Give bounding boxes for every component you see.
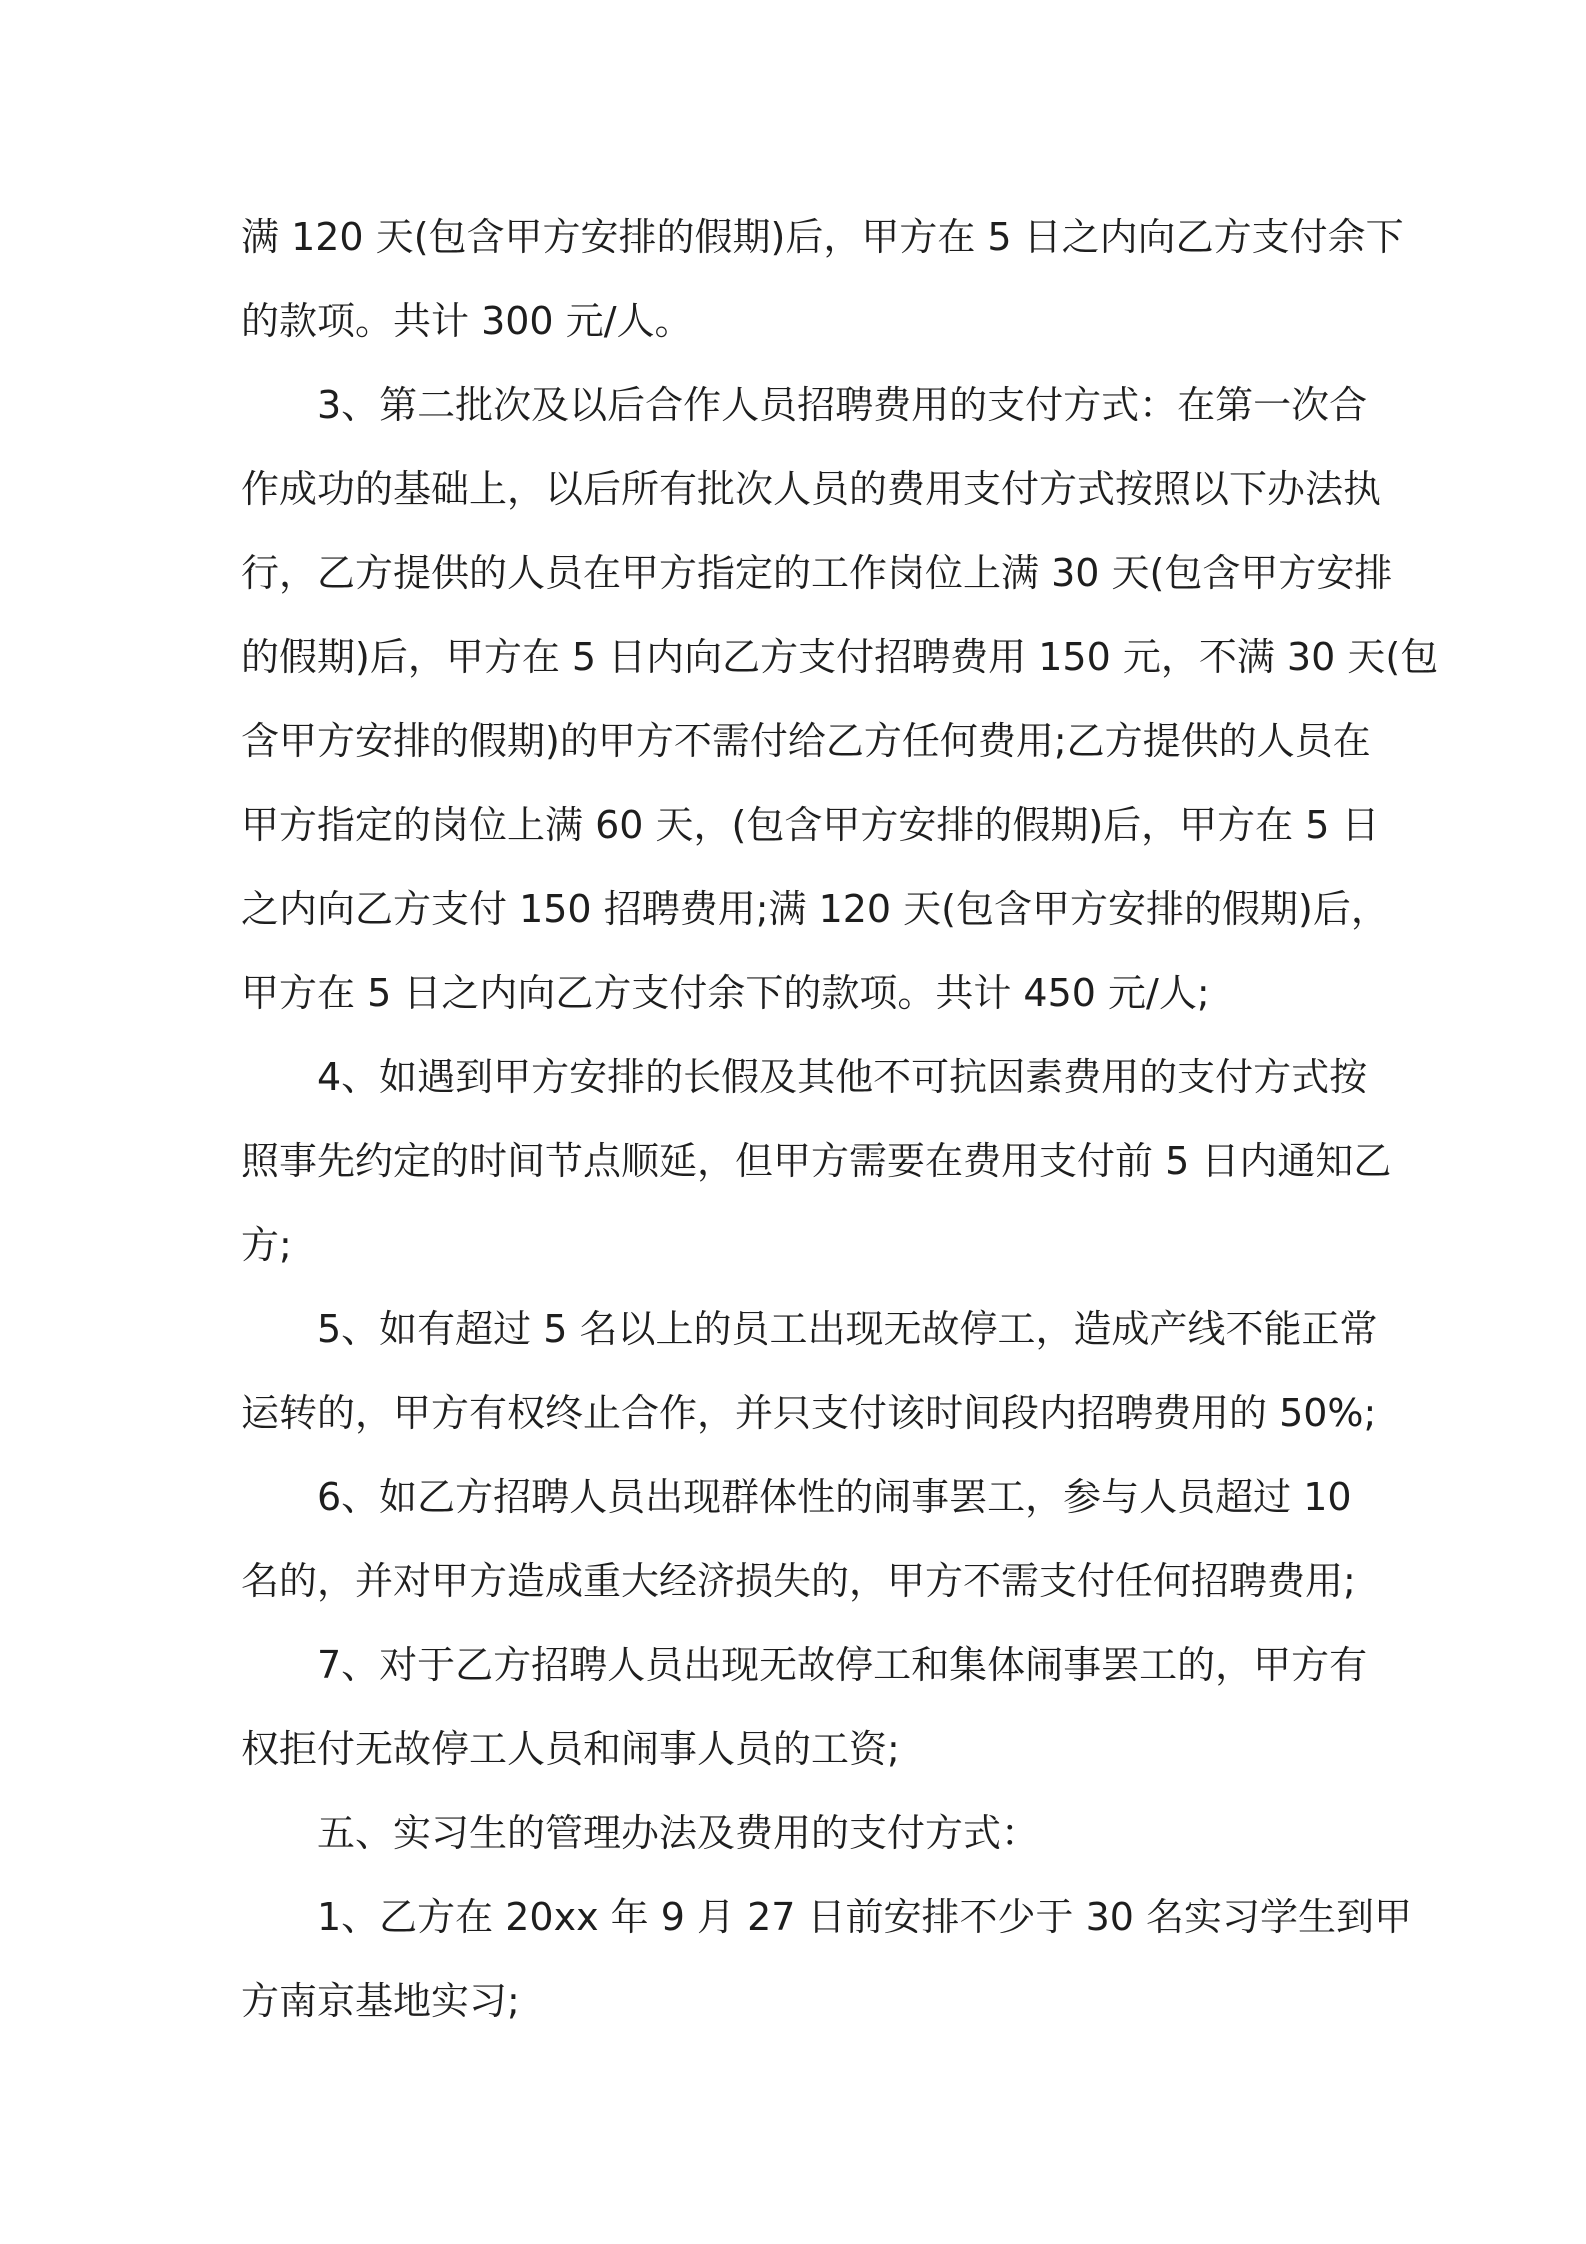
clause-4-line-2: 照事先约定的时间节点顺延，但甲方需要在费用支付前 5 日内通知乙 bbox=[241, 1139, 1392, 1183]
section-5-item-1-line-2: 方南京基地实习; bbox=[241, 1979, 520, 2023]
document-body bbox=[241, 195, 1439, 2043]
clause-3-line-8: 甲方在 5 日之内向乙方支付余下的款项。共计 450 元/人; bbox=[241, 971, 1210, 1015]
clause-7-line-2: 权拒付无故停工人员和闹事人员的工资; bbox=[241, 1727, 900, 1771]
clause-7-line-1: 7、对于乙方招聘人员出现无故停工和集体闹事罢工的，甲方有 bbox=[317, 1643, 1368, 1687]
clause-4-line-3: 方; bbox=[241, 1223, 292, 1267]
text-line-1: 满 120 天(包含甲方安排的假期)后，甲方在 5 日之内向乙方支付余下 bbox=[241, 215, 1404, 259]
clause-5-line-1: 5、如有超过 5 名以上的员工出现无故停工，造成产线不能正常 bbox=[317, 1307, 1378, 1351]
text-line-2: 的款项。共计 300 元/人。 bbox=[241, 299, 693, 343]
clause-4-line-1: 4、如遇到甲方安排的长假及其他不可抗因素费用的支付方式按 bbox=[317, 1055, 1368, 1099]
clause-3-line-1: 3、第二批次及以后合作人员招聘费用的支付方式：在第一次合 bbox=[317, 383, 1368, 427]
clause-6-line-2: 名的，并对甲方造成重大经济损失的，甲方不需支付任何招聘费用; bbox=[241, 1559, 1356, 1603]
clause-3-line-7: 之内向乙方支付 150 招聘费用;满 120 天(包含甲方安排的假期)后， bbox=[241, 887, 1389, 931]
clause-3-line-2: 作成功的基础上，以后所有批次人员的费用支付方式按照以下办法执 bbox=[241, 467, 1382, 511]
clause-5-line-2: 运转的，甲方有权终止合作，并只支付该时间段内招聘费用的 50%; bbox=[241, 1391, 1377, 1435]
clause-3-line-6: 甲方指定的岗位上满 60 天，(包含甲方安排的假期)后，甲方在 5 日 bbox=[241, 803, 1380, 847]
section-5-item-1-line-1: 1、乙方在 20xx 年 9 月 27 日前安排不少于 30 名实习学生到甲 bbox=[317, 1895, 1413, 1939]
clause-3-line-3: 行，乙方提供的人员在甲方指定的工作岗位上满 30 天(包含甲方安排 bbox=[241, 551, 1393, 595]
clause-6-line-1: 6、如乙方招聘人员出现群体性的闹事罢工，参与人员超过 10 bbox=[317, 1475, 1352, 1519]
section-5-heading: 五、实习生的管理办法及费用的支付方式： bbox=[317, 1811, 1040, 1855]
clause-3-line-4: 的假期)后，甲方在 5 日内向乙方支付招聘费用 150 元，不满 30 天(包 bbox=[241, 635, 1439, 679]
clause-3-line-5: 含甲方安排的假期)的甲方不需付给乙方任何费用;乙方提供的人员在 bbox=[241, 719, 1371, 763]
